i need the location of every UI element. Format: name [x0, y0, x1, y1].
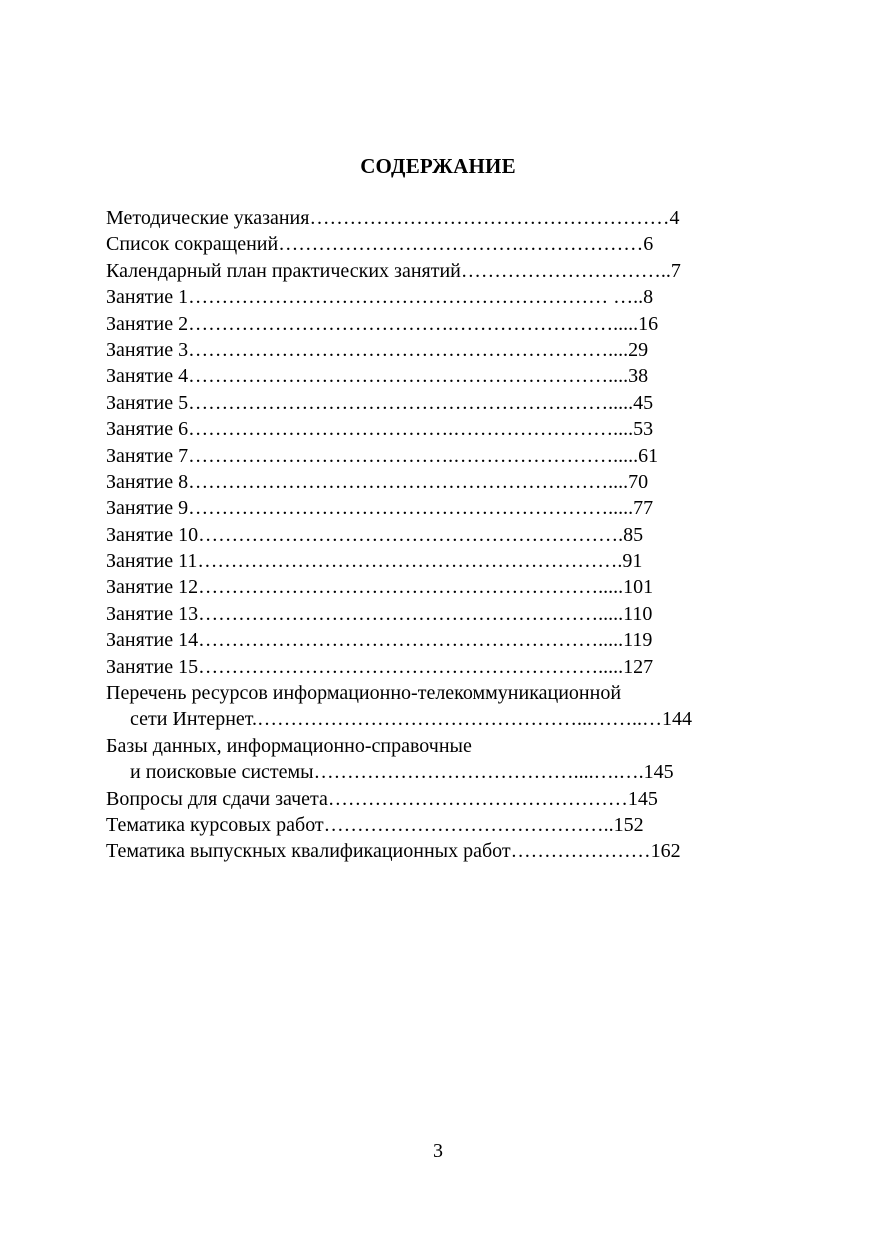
toc-entry-exam-questions: Вопросы для сдачи зачета………………………………………145	[106, 787, 658, 810]
toc-entry-lesson-6: Занятие 6………………………………….……………………....53	[106, 418, 654, 441]
toc-entry-lesson-12: Занятие 12…………………………………………………….....101	[106, 576, 654, 599]
toc-entry-thesis-topics: Тематика выпускных квалификационных работ…………………162	[106, 840, 681, 863]
toc-entry-abbreviations: Список сокращений……………………………….………………6	[106, 233, 654, 256]
toc-entry-databases: Базы данных, информационно-справочные	[106, 734, 472, 757]
toc-entry-lesson-4: Занятие 4………………………………………………………....38	[106, 365, 649, 388]
toc-entry-internet-resources-cont: сети Интернет.…………………………………………...……..…144	[130, 708, 693, 731]
table-of-contents	[106, 205, 786, 865]
toc-entry-coursework-topics: Тематика курсовых работ……………………………………..152	[106, 813, 644, 836]
toc-heading: СОДЕРЖАНИЕ	[360, 154, 516, 178]
toc-entry-databases-cont: и поисковые системы…………………………………....….….145	[130, 761, 674, 784]
toc-entry-lesson-7: Занятие 7………………………………….…………………….....61	[106, 444, 659, 467]
toc-entry-internet-resources: Перечень ресурсов информационно-телекоммуникационной	[106, 682, 622, 705]
toc-entry-lesson-3: Занятие 3………………………………………………………....29	[106, 338, 649, 361]
toc-entry-guidelines: Методические указания………………………………………………4	[106, 207, 680, 229]
toc-entry-lesson-8: Занятие 8………………………………………………………....70	[106, 470, 649, 493]
toc-entry-calendar-plan: Календарный план практических занятий…………………………..7	[106, 259, 681, 282]
toc-entry-lesson-5: Занятие 5……………………………………………………….....45	[106, 391, 654, 414]
toc-entry-lesson-14: Занятие 14…………………………………………………….....119	[106, 629, 653, 652]
toc-entry-lesson-9: Занятие 9……………………………………………………….....77	[106, 497, 654, 520]
toc-entry-lesson-13: Занятие 13…………………………………………………….....110	[106, 602, 653, 625]
toc-entry-lesson-11: Занятие 11……………………………………………………….91	[106, 550, 643, 573]
toc-entry-lesson-10: Занятие 10……………………………………………………….85	[106, 523, 644, 546]
toc-entry-lesson-1: Занятие 1……………………………………………………… …..8	[106, 286, 654, 309]
toc-entry-lesson-2: Занятие 2………………………………….…………………….....16	[106, 312, 659, 335]
toc-entry-lesson-15: Занятие 15…………………………………………………….....127	[106, 655, 654, 678]
page-number: 3	[433, 1140, 443, 1162]
